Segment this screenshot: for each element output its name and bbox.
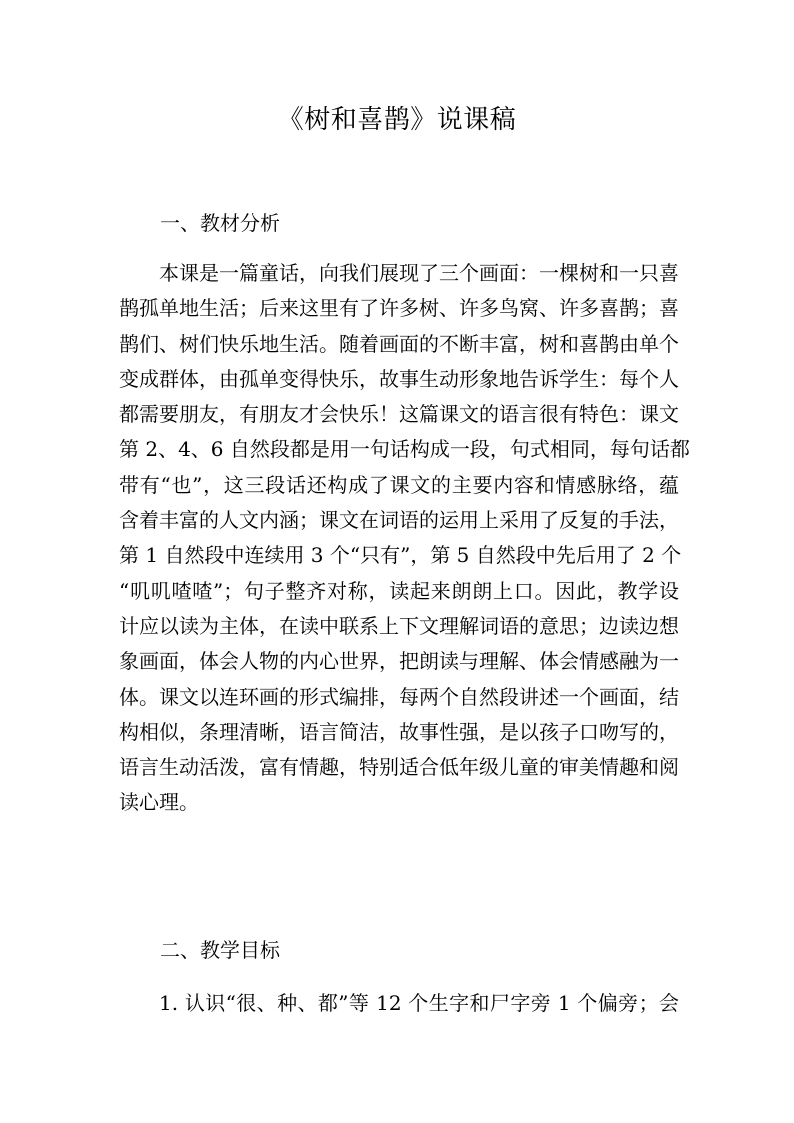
paragraph-line: 读心理。 xyxy=(119,790,199,815)
paragraph-line: 第 1 自然段中连续用 3 个“只有”，第 5 自然段中先后用了 2 个 xyxy=(119,543,682,568)
paragraph-line: 象画面，体会人物的内心世界，把朗读与理解、体会情感融为一 xyxy=(119,649,679,674)
paragraph-line: “叽叽喳喳”；句子整齐对称，读起来朗朗上口。因此，教学设 xyxy=(119,578,679,603)
paragraph-line: 含着丰富的人文内涵；课文在词语的运用上采用了反复的手法， xyxy=(119,508,679,533)
paragraph-line: 计应以读为主体，在读中联系上下文理解词语的意思；边读边想 xyxy=(119,613,679,638)
paragraph-line: 第 2、4、6 自然段都是用一句话构成一段，句式相同，每句话都 xyxy=(119,437,690,462)
paragraph-textbook-analysis xyxy=(119,256,690,821)
section-heading-teaching-goals: 二、教学目标 xyxy=(160,938,280,962)
paragraph-line: 变成群体，由孤单变得快乐，故事生动形象地告诉学生：每个人 xyxy=(119,366,679,391)
paragraph-line: 体。课文以连环画的形式编排，每两个自然段讲述一个画面，结 xyxy=(119,684,679,709)
paragraph-line: 1. 认识“很、种、都”等 12 个生字和尸字旁 1 个偏旁；会 xyxy=(159,991,679,1015)
paragraph-line: 鹊孤单地生活；后来这里有了许多树、许多鸟窝、许多喜鹊；喜 xyxy=(119,296,679,321)
paragraph-line: 构相似，条理清晰，语言简洁，故事性强，是以孩子口吻写的， xyxy=(119,719,679,744)
section-heading-textbook-analysis: 一、教材分析 xyxy=(160,211,280,235)
paragraph-line: 带有“也”，这三段话还构成了课文的主要内容和情感脉络，蕴 xyxy=(119,472,679,497)
paragraph-teaching-goals xyxy=(119,986,679,1021)
paragraph-line: 语言生动活泼，富有情趣，特别适合低年级儿童的审美情趣和阅 xyxy=(119,755,679,780)
document-title: 《树和喜鹊》说课稿 xyxy=(277,105,517,135)
paragraph-line: 鹊们、树们快乐地生活。随着画面的不断丰富，树和喜鹊由单个 xyxy=(119,331,679,356)
paragraph-line: 都需要朋友，有朋友才会快乐！这篇课文的语言很有特色：课文 xyxy=(119,402,679,427)
paragraph-line: 本课是一篇童话，向我们展现了三个画面：一棵树和一只喜 xyxy=(159,261,679,285)
